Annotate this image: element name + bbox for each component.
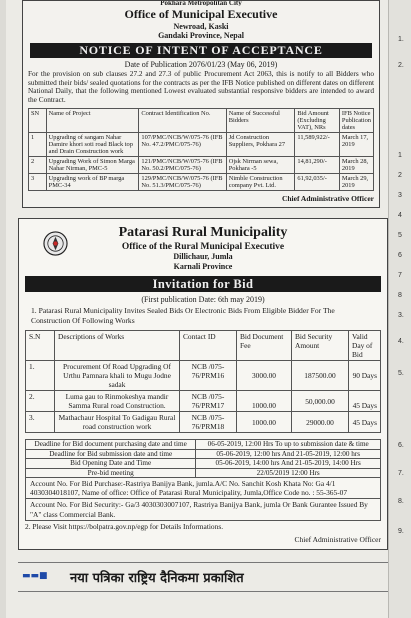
margin-number: 8 <box>398 292 402 299</box>
province-line: Gandaki Province, Nepal <box>158 31 244 40</box>
cell-fee: 3000.00 <box>237 361 292 391</box>
table-header-row <box>26 331 381 361</box>
publication-date: Date of Publication 2076/01/23 (May 06, 2019) <box>124 60 278 69</box>
cell-valid-days: 45 Days <box>349 412 381 433</box>
margin-number: 1. <box>398 36 404 43</box>
province-line: Karnali Province <box>173 262 233 271</box>
schedule-label: Bid Opening Date and Time <box>26 459 196 469</box>
schedule-label: Deadline for Bid document purchasing date and time <box>26 440 196 450</box>
column-header: Name of Project <box>46 109 139 133</box>
column-header: Bid Document Fee <box>237 331 292 361</box>
bid-purchase-account: Account No. For Bid Purchase:-Rastriya Banijya Bank, jumla.A/C No. Sanchit Kosh Khata No: Ga 4/1 4030304018107, Name of office: Office of Patarasi Rural Municipality, Jumla,Office Code no. : 55-365-07 <box>25 478 381 499</box>
margin-number: 2 <box>398 172 402 179</box>
cell-contact-id: NCB /075-76/PRM18 <box>180 412 237 433</box>
margin-number: 4 <box>398 212 402 219</box>
cell-sn: 2 <box>29 157 47 174</box>
margin-number: 4. <box>398 338 404 345</box>
cell-date: March 17, 2019 <box>339 133 373 157</box>
table-row <box>29 133 374 157</box>
location-line: Dillichaur, Jumla <box>173 252 233 261</box>
award-table <box>28 108 374 191</box>
adjacent-column <box>388 0 411 618</box>
cell-security: 50,000.00 <box>292 391 349 412</box>
margin-number: 2. <box>398 62 404 69</box>
cell-sn: 2. <box>26 391 55 412</box>
works-table <box>25 330 381 433</box>
cell-contract: 107/PMC/NCB/W/075-76 (IFB No. 47.2/PMC/075-76) <box>139 133 226 157</box>
column-header: Bid Amount (Excluding VAT), NRs <box>295 109 340 133</box>
cell-project: Upgrading of sangam Nahar Damire khori soti road Black top and Drain Construction work <box>46 133 139 157</box>
cell-project: Upgrading Work of Simon Marga Nahar Nirman, PMC-5 <box>46 157 139 174</box>
invitation-for-bid-notice <box>18 218 388 550</box>
cell-amount: 11,589,922/- <box>295 133 340 157</box>
cell-valid-days: 90 Days <box>349 361 381 391</box>
signature-line: Chief Administrative Officer <box>281 194 374 204</box>
table-row <box>26 361 381 391</box>
cell-sn: 3 <box>29 174 47 191</box>
schedule-row <box>26 459 381 469</box>
margin-number: 5. <box>398 370 404 377</box>
visit-website-line: 2. Please Visit https://bolpatra.gov.np/egp for Details Informations. <box>25 521 224 531</box>
cell-security: 29000.00 <box>292 412 349 433</box>
column-header: Contact ID <box>180 331 237 361</box>
cell-fee: 1000.00 <box>237 412 292 433</box>
column-header: SN <box>29 109 47 133</box>
first-publication-date: (First publication Date: 6th may 2019) <box>141 295 265 304</box>
invitation-title-banner: Invitation for Bid <box>25 276 381 292</box>
schedule-table <box>25 439 381 478</box>
bid-security-account: Account No. For Bid Security:- Ga/3 4030303007107, Rastriya Banijya Bank, jumla Or Bank Gurantee Issued By "A" class Commercial Bank. <box>25 499 381 520</box>
page-left-edge <box>0 0 6 618</box>
cell-contact-id: NCB /075-76/PRM16 <box>180 361 237 391</box>
column-header: Valid Day of Bid <box>349 331 381 361</box>
column-header: Name of Successful Bidders <box>226 109 295 133</box>
margin-number: 9. <box>398 528 404 535</box>
signature-line: Chief Administrative Officer <box>294 534 381 544</box>
schedule-label: Pre-bid meeting <box>26 468 196 478</box>
table-header-row <box>29 109 374 133</box>
column-header: Descriptions of Works <box>55 331 180 361</box>
table-row <box>26 391 381 412</box>
cell-sn: 3. <box>26 412 55 433</box>
margin-number: 5 <box>398 232 402 239</box>
nepal-emblem-icon <box>43 231 68 256</box>
cell-description: Luma gau to Rinmokeshya mandir Samma Rural road Construction. <box>55 391 180 412</box>
margin-number: 6. <box>398 442 404 449</box>
cell-bidder: Nimble Construction company Pvt. Ltd. <box>226 174 295 191</box>
table-row <box>29 157 374 174</box>
office-title: Office of the Rural Municipal Executive <box>121 242 285 252</box>
cell-amount: 14,81,290/- <box>295 157 340 174</box>
notice-intent-of-acceptance <box>22 0 380 208</box>
newspaper-footer <box>18 562 388 592</box>
table-row <box>26 412 381 433</box>
margin-number: 3. <box>398 312 404 319</box>
cell-bidder: Ojsk Nirman sewa, Pokhara -5 <box>226 157 295 174</box>
cell-sn: 1 <box>29 133 47 157</box>
municipality-name: Patarasi Rural Municipality <box>118 225 288 240</box>
cell-fee: 1000.00 <box>237 391 292 412</box>
schedule-value: 06-05-2019, 12:00 Hrs To up to submission date & time <box>196 440 381 450</box>
organization-name: Pokhara Metropolitan City <box>160 1 242 6</box>
cell-security: 187500.00 <box>292 361 349 391</box>
cell-date: March 29, 2019 <box>339 174 373 191</box>
margin-number: 7 <box>398 272 402 279</box>
cell-amount: 61,92,035/- <box>295 174 340 191</box>
newspaper-name: नया पत्रिका राष्ट्रिय दैनिकमा प्रकाशित <box>70 571 244 586</box>
schedule-row <box>26 440 381 450</box>
newspaper-logo-icon: ▬▬■ <box>22 571 48 581</box>
cell-sn: 1. <box>26 361 55 391</box>
margin-number: 1 <box>398 152 402 159</box>
cell-date: March 28, 2019 <box>339 157 373 174</box>
cell-valid-days: 45 Days <box>349 391 381 412</box>
margin-number: 6 <box>398 252 402 259</box>
invitation-intro: 1. Patarasi Rural Municipality Invites Sealed Bids Or Electronic Bids From Eligible Bidder For The Construction Of Following Works <box>31 306 335 325</box>
column-header: Contract Identification No. <box>139 109 226 133</box>
margin-number: 8. <box>398 498 404 505</box>
schedule-row <box>26 468 381 478</box>
margin-number: 3 <box>398 192 402 199</box>
cell-description: Procurement Of Road Upgrading Of Urthu Pamnara khali to Mugu Jodne sadak <box>55 361 180 391</box>
column-header: IFB Notice Publication dates <box>339 109 373 133</box>
city-line: Newroad, Kaski <box>173 22 229 31</box>
table-row <box>29 174 374 191</box>
notice-title-banner: NOTICE OF INTENT OF ACCEPTANCE <box>30 43 372 58</box>
cell-project: Upgrading work of BP marga PMC-34 <box>46 174 139 191</box>
column-header: S.N <box>26 331 55 361</box>
schedule-label: Deadline for Bid submission date and time <box>26 449 196 459</box>
cell-bidder: Jd Construction Suppliers, Pokhara 27 <box>226 133 295 157</box>
schedule-value: 05-06-2019, 12:00 hrs And 21-05-2019, 12:00 hrs <box>196 449 381 459</box>
cell-contract: 121/PMC/NCB/W/075-76 (IFB No. 50.2/PMC/075-76) <box>139 157 226 174</box>
office-title: Office of Municipal Executive <box>124 7 278 21</box>
schedule-row <box>26 449 381 459</box>
cell-contact-id: NCB /075-76/PRM17 <box>180 391 237 412</box>
column-header: Bid Security Amount <box>292 331 349 361</box>
notice-body: For the provision on sub clauses 27.2 and 27.3 of public Procurement Act 2063, this is notify to all Bidders who submitted their bids/ sealed quotations for the contracts as per the IFB Notice published on different dates on different National Daily, that the following mentioned Lowest evaluated substantial responsive bidders are intended to award the Contract. <box>28 69 374 104</box>
cell-description: Mathachaur Hospital To Gadigau Rural road construction work <box>55 412 180 433</box>
cell-contract: 129/PMC/NCB/W/075-76 (IFB No. 51.3/PMC/075-76) <box>139 174 226 191</box>
schedule-value: 05-06-2019, 14:00 hrs And 21-05-2019, 14:00 Hrs <box>196 459 381 469</box>
schedule-value: 22/05/2019 12:00 Hrs <box>196 468 381 478</box>
margin-number: 7. <box>398 470 404 477</box>
